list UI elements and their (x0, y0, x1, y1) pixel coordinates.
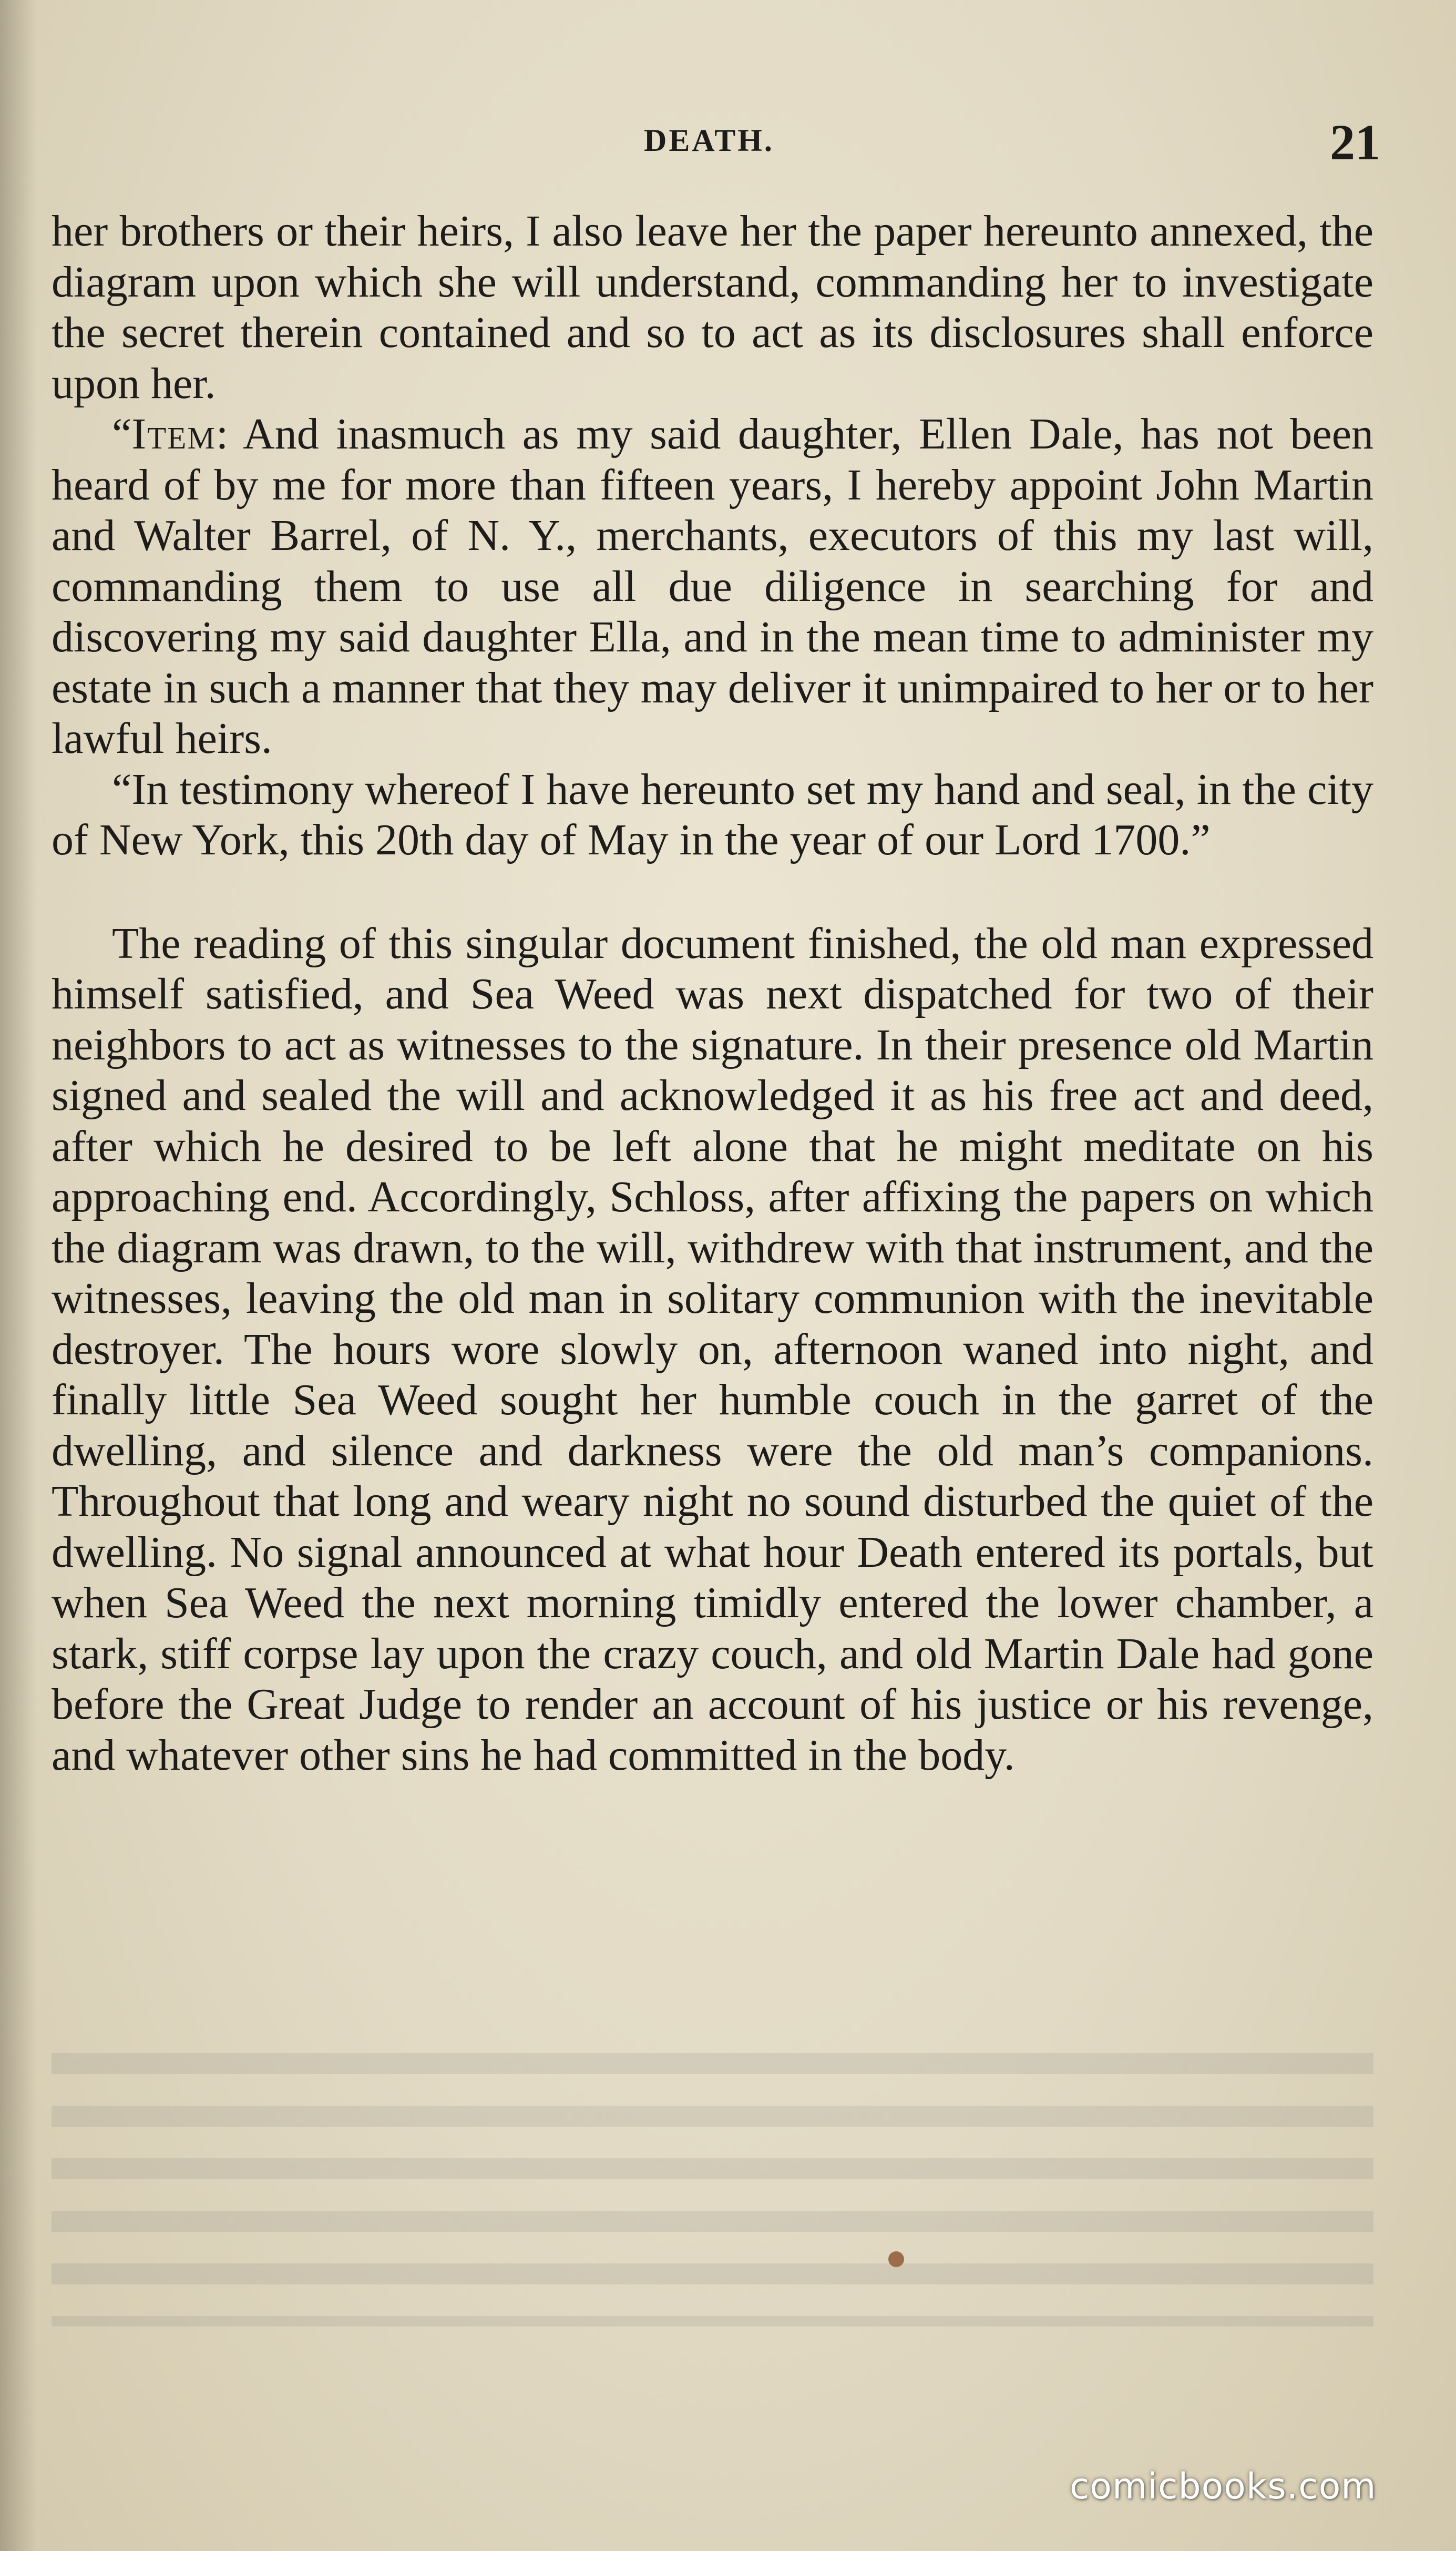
body-text (52, 206, 1373, 1781)
ink-spot (888, 2251, 904, 2267)
watermark: comicbooks.com (1070, 2466, 1377, 2507)
show-through-text (52, 2053, 1373, 2326)
item-text: And inasmuch as my said daughter, Ellen Dale, has not been heard of by me for more than fifteen years, I hereby appoint John Martin and Walter Barrel, of N. Y., merchants, executors of this my last will, commanding them to use all due diligence in searching for and discovering my said daughter Ella, and in the mean time to administer my estate in such a manner that they may deliver it unimpaired to her or to her lawful heirs. (52, 410, 1373, 763)
page-number: 21 (1330, 114, 1380, 170)
paragraph-testimony: “In testimony whereof I have hereunto set my hand and seal, in the city of New York, this 20th day of May in the year of our Lord 1700.” (52, 764, 1373, 864)
running-head: DEATH. (644, 123, 774, 158)
paragraph-item (52, 409, 1373, 764)
paragraph-continuation: her brothers or their heirs, I also leave her the paper hereunto annexed, the diagram upon which she will understand, commanding her to investigate the secret therein contained and so to act as its disclosures shall enforce upon her. (52, 207, 1373, 408)
page-gutter-shadow (0, 0, 37, 2551)
item-label: Item (131, 410, 216, 458)
page-header (0, 113, 1456, 171)
paragraph-narrative: The reading of this singular document finished, the old man expressed himself satisfied, and Sea Weed was next dispatched for two of their neighbors to act as witnesses to the signature. In their presence old Martin signed and sealed the will and acknowledged it as his free act and deed, after which he desired to be left alone that he might meditate on his approaching end. Accordingly, Schloss, after affixing the papers on which the diagram was drawn, to the will, withdrew with that instrument, and the witnesses, leaving the old man in solitary communion with the inevitable destroyer. The hours wore slowly on, afternoon waned into night, and finally little Sea Weed sought her humble couch in the garret of the dwelling, and silence and darkness were the old man’s companions. Throughout that long and weary night no sound disturbed the quiet of the dwelling. No signal announced at what hour Death entered its portals, but when Sea Weed the next morning timidly entered the lower chamber, a stark, stiff corpse lay upon the crazy couch, and old Martin Dale had gone before the Great Judge to render an account of his justice or his revenge, and whatever other sins he had committed in the body. (52, 919, 1373, 1780)
item-open-quote: “ (112, 410, 132, 458)
item-colon: : (216, 410, 229, 458)
